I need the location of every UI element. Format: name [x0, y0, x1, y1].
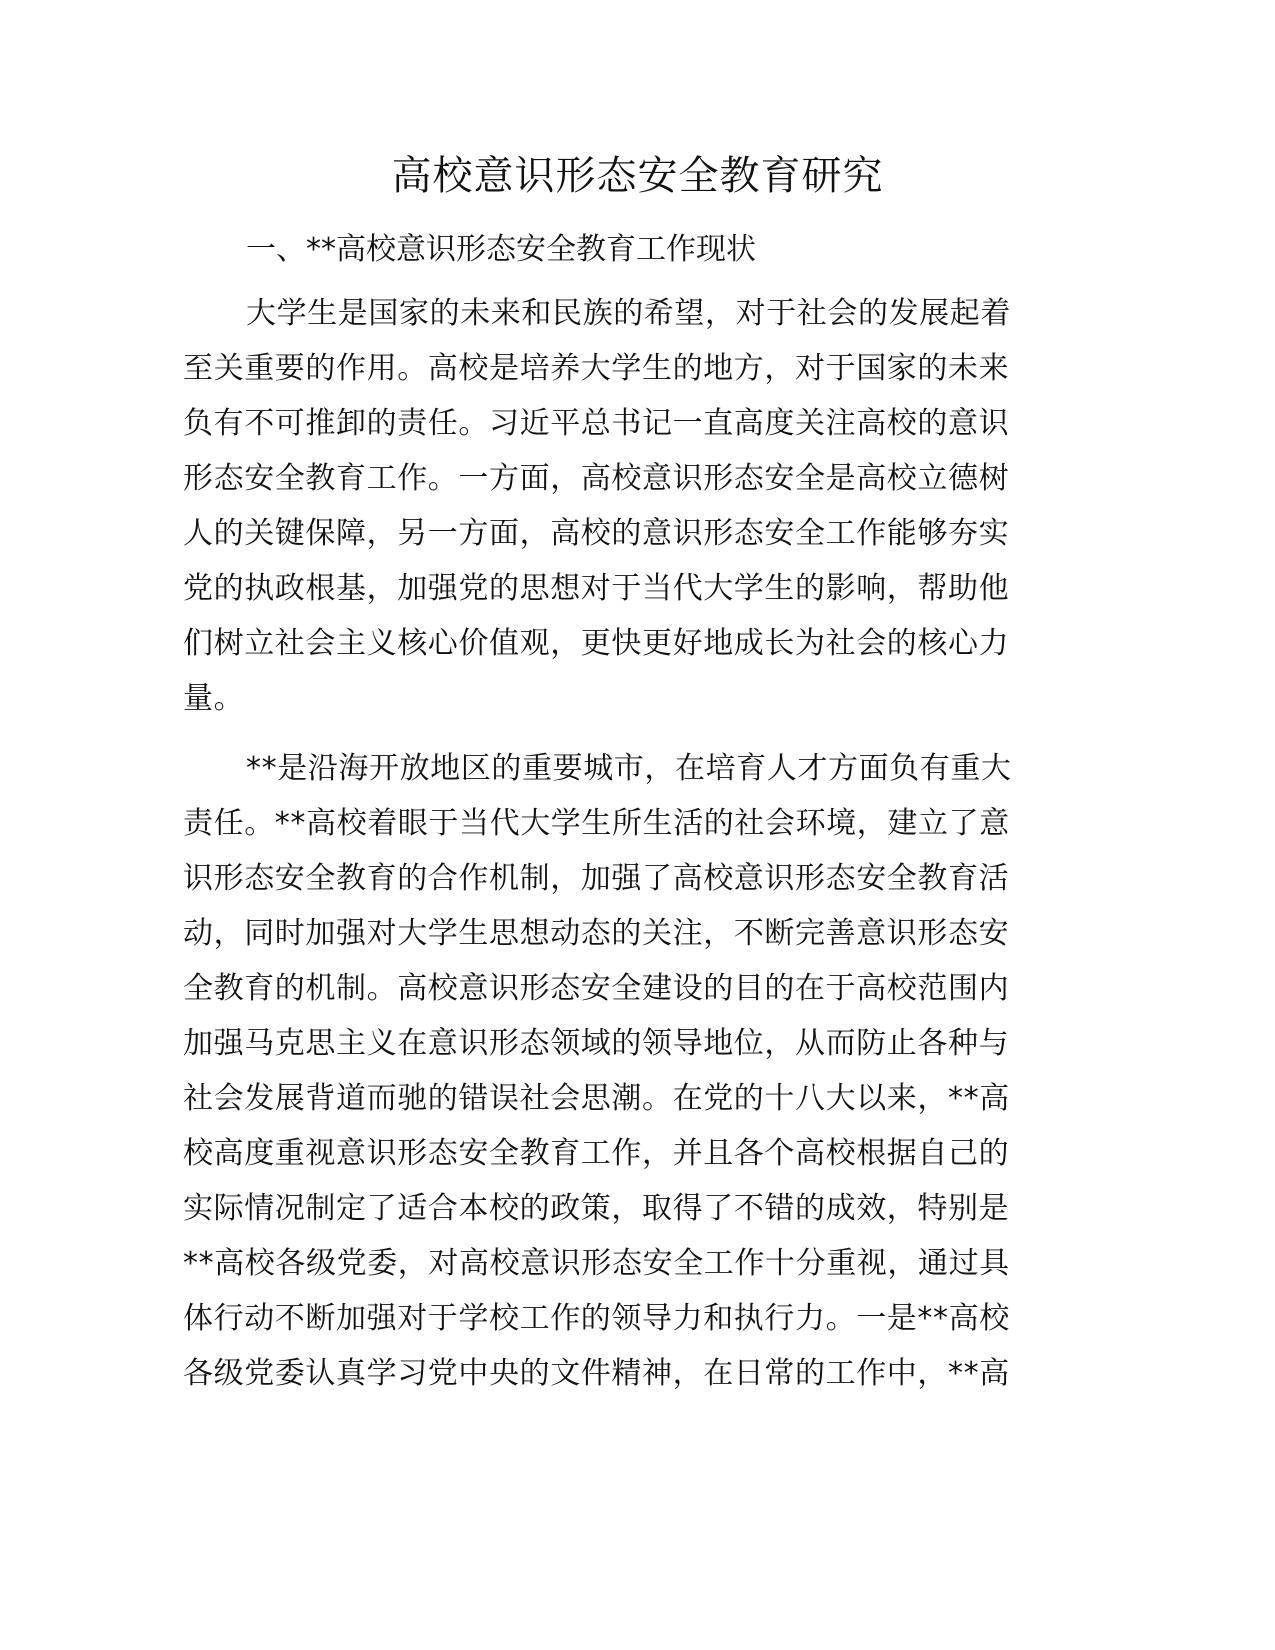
- paragraph-line: 动，同时加强对大学生思想动态的关注，不断完善意识形态安: [183, 916, 1010, 951]
- paragraph-line: 实际情况制定了适合本校的政策，取得了不错的成效，特别是: [183, 1191, 1010, 1226]
- paragraph-line: 识形态安全教育的合作机制，加强了高校意识形态安全教育活: [183, 861, 1010, 896]
- paragraph-line: 量。: [183, 681, 245, 716]
- paragraph-1: [183, 286, 1083, 726]
- paragraph-line: 校高度重视意识形态安全教育工作，并且各个高校根据自己的: [183, 1136, 1010, 1171]
- paragraph-line: 加强马克思主义在意识形态领域的领导地位，从而防止各种与: [183, 1026, 1010, 1061]
- paragraph-line: 社会发展背道而驰的错误社会思潮。在党的十八大以来，**高: [183, 1081, 1010, 1116]
- paragraph-line: 各级党委认真学习党中央的文件精神，在日常的工作中，**高: [183, 1356, 1010, 1391]
- paragraph-line: 至关重要的作用。高校是培养大学生的地方，对于国家的未来: [183, 351, 1010, 386]
- section-heading: 一、**高校意识形态安全教育工作现状: [246, 232, 756, 267]
- paragraph-line: 大学生是国家的未来和民族的希望，对于社会的发展起着: [246, 296, 1011, 331]
- paragraph-line: 负有不可推卸的责任。习近平总书记一直高度关注高校的意识: [183, 406, 1010, 441]
- document-title: 高校意识形态安全教育研究: [391, 153, 884, 199]
- paragraph-line: 全教育的机制。高校意识形态安全建设的目的在于高校范围内: [183, 971, 1010, 1006]
- paragraph-line: 们树立社会主义核心价值观，更快更好地成长为社会的核心力: [183, 626, 1010, 661]
- paragraph-line: 人的关键保障，另一方面，高校的意识形态安全工作能够夯实: [183, 516, 1010, 551]
- paragraph-line: 体行动不断加强对于学校工作的领导力和执行力。一是**高校: [183, 1301, 1010, 1336]
- paragraph-2: [183, 741, 1083, 1401]
- paragraph-line: 形态安全教育工作。一方面，高校意识形态安全是高校立德树: [183, 461, 1010, 496]
- paragraph-line: 党的执政根基，加强党的思想对于当代大学生的影响，帮助他: [183, 571, 1010, 606]
- paragraph-line: 责任。**高校着眼于当代大学生所生活的社会环境，建立了意: [183, 806, 1010, 841]
- paragraph-line: **是沿海开放地区的重要城市，在培育人才方面负有重大: [246, 751, 1012, 786]
- paragraph-line: **高校各级党委，对高校意识形态安全工作十分重视，通过具: [183, 1246, 1010, 1281]
